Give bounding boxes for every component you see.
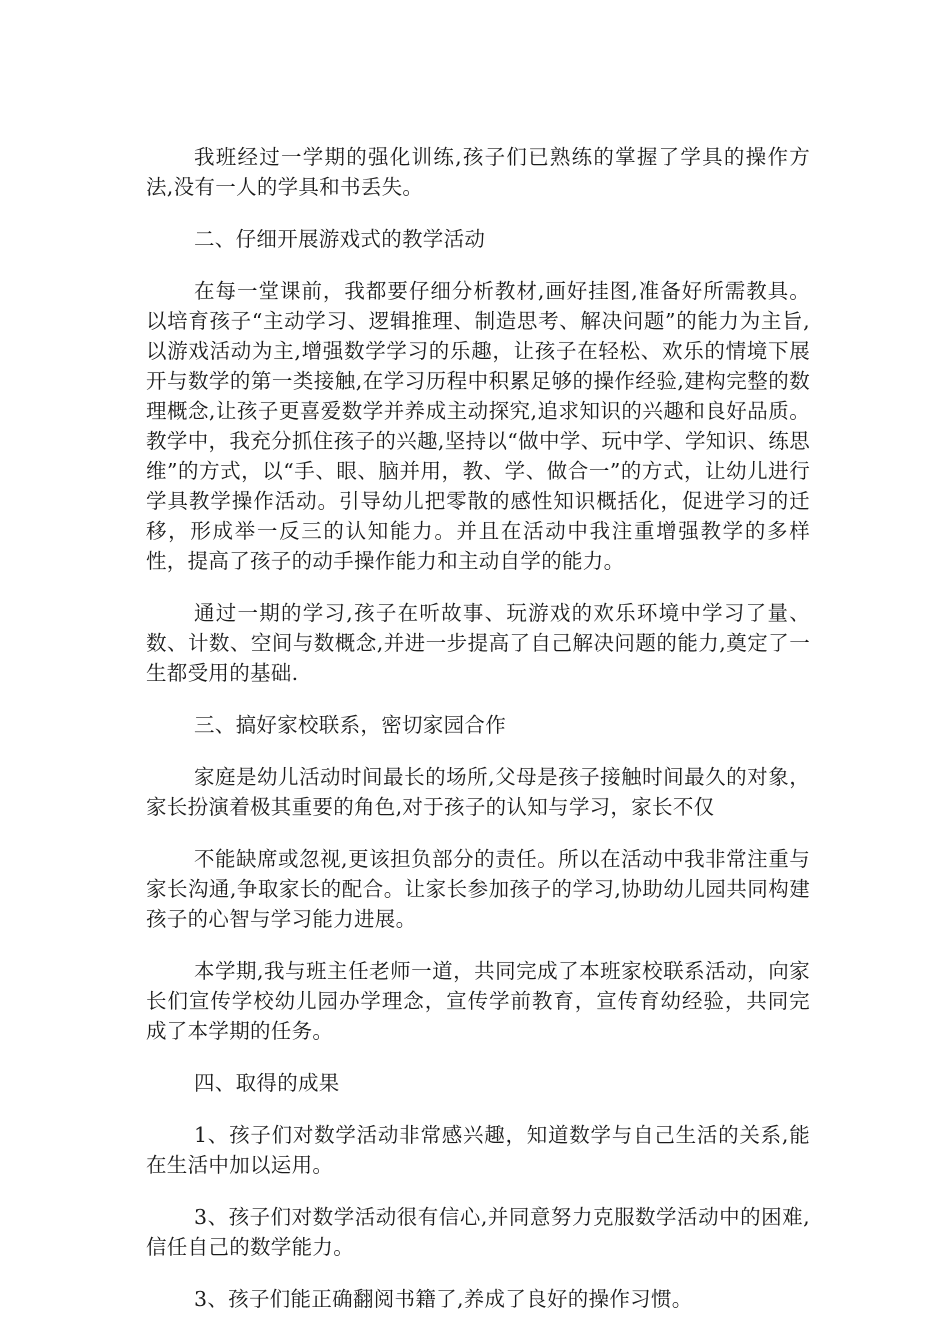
section-heading: 四、取得的成果: [194, 1071, 340, 1095]
section-heading: 三、搞好家校联系，密切家园合作: [194, 713, 506, 737]
paragraph: 我班经过一学期的强化训练,孩子们已熟练的掌握了学具的操作方法,没有一人的学具和书丢失。: [146, 145, 810, 199]
list-item: 1、孩子们对数学活动非常感兴趣，知道数学与自己生活的关系,能在生活中加以运用。: [146, 1123, 810, 1177]
paragraph: 本学期,我与班主任老师一道，共同完成了本班家校联系活动，向家长们宣传学校幼儿园办学理念，宣传学前教育，宣传育幼经验，共同完成了本学期的任务。: [146, 959, 810, 1043]
list-item: 3、孩子们对数学活动很有信心,并同意努力克服数学活动中的困难,信任自己的数学能力。: [146, 1205, 810, 1259]
paragraph: 在每一堂课前，我都要仔细分析教材,画好挂图,准备好所需教具。以培育孩子“主动学习、逻辑推理、制造思考、解决问题”的能力为主旨,以游戏活动为主,增强数学学习的乐趣，让孩子在轻松、欢乐的情境下展开与数学的第一类接触,在学习历程中积累足够的操作经验,建构完整的数理概念,让孩子更喜爱数学并养成主动探究,追求知识的兴趣和良好品质。 教学中，我充分抓住孩子的兴趣,坚持以“做中学、玩中学、学知识、练思维”的方式，以“手、眼、脑并用，教、学、做合一”的方式，让幼儿进行学具教学操作活动。引导幼儿把零散的感性知识概括化，促进学习的迁移，形成举一反三的认知能力。并且在活动中我注重增强教学的多样性，提高了孩子的动手操作能力和主动自学的能力。: [146, 279, 810, 573]
paragraph: 不能缺席或忽视,更该担负部分的责任。所以在活动中我非常注重与家长沟通,争取家长的配合。让家长参加孩子的学习,协助幼儿园共同构建孩子的心智与学习能力进展。: [146, 847, 810, 931]
document-body: [146, 142, 810, 1336]
paragraph: 家庭是幼儿活动时间最长的场所,父母是孩子接触时间最久的对象，家长扮演着极其重要的角色,对于孩子的认知与学习，家长不仅: [146, 765, 810, 819]
section-heading: 二、仔细开展游戏式的教学活动: [194, 227, 486, 251]
paragraph: 通过一期的学习,孩子在听故事、玩游戏的欢乐环境中学习了量、数、计数、空间与数概念,并进一步提高了自己解决问题的能力,奠定了一生都受用的基础.: [146, 601, 810, 685]
list-item: 3、孩子们能正确翻阅书籍了,养成了良好的操作习惯。: [194, 1287, 693, 1311]
